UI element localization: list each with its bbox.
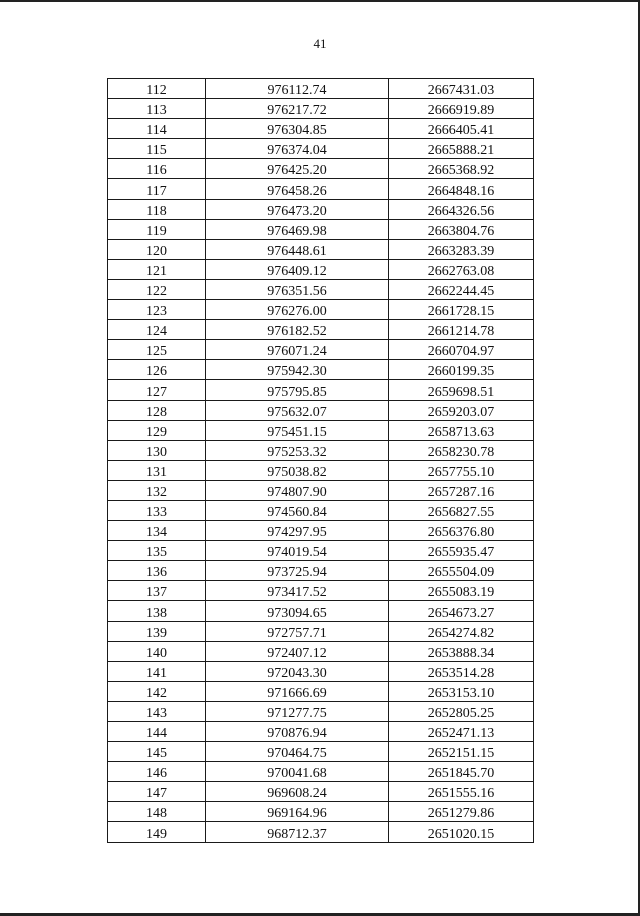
table-row — [108, 239, 534, 259]
y-coordinate-cell: 2659698.51 — [389, 380, 534, 400]
table-row — [108, 320, 534, 340]
y-coordinate-cell: 2665888.21 — [389, 139, 534, 159]
page-number: 41 — [313, 36, 327, 51]
table-row — [108, 79, 534, 99]
y-coordinate-cell: 2657755.10 — [389, 460, 534, 480]
y-coordinate-cell: 2652471.13 — [389, 722, 534, 742]
point-number-cell: 114 — [108, 119, 206, 139]
y-coordinate-cell: 2667431.03 — [389, 79, 534, 99]
y-coordinate-cell: 2662763.08 — [389, 259, 534, 279]
point-number-cell: 142 — [108, 681, 206, 701]
table-row — [108, 661, 534, 681]
table-row — [108, 119, 534, 139]
table-row — [108, 259, 534, 279]
y-coordinate-cell: 2651845.70 — [389, 762, 534, 782]
x-coordinate-cell: 974807.90 — [206, 480, 389, 500]
y-coordinate-cell: 2652151.15 — [389, 742, 534, 762]
point-number-cell: 137 — [108, 581, 206, 601]
x-coordinate-cell: 975795.85 — [206, 380, 389, 400]
x-coordinate-cell: 976409.12 — [206, 259, 389, 279]
y-coordinate-cell: 2656376.80 — [389, 521, 534, 541]
x-coordinate-cell: 976112.74 — [206, 79, 389, 99]
point-number-cell: 135 — [108, 541, 206, 561]
table-row — [108, 440, 534, 460]
table-row — [108, 782, 534, 802]
point-number-cell: 115 — [108, 139, 206, 159]
table-row — [108, 500, 534, 520]
y-coordinate-cell: 2655504.09 — [389, 561, 534, 581]
point-number-cell: 118 — [108, 199, 206, 219]
y-coordinate-cell: 2657287.16 — [389, 480, 534, 500]
point-number-cell: 130 — [108, 440, 206, 460]
table-row — [108, 179, 534, 199]
y-coordinate-cell: 2665368.92 — [389, 159, 534, 179]
x-coordinate-cell: 975038.82 — [206, 460, 389, 480]
x-coordinate-cell: 974019.54 — [206, 541, 389, 561]
x-coordinate-cell: 976374.04 — [206, 139, 389, 159]
point-number-cell: 132 — [108, 480, 206, 500]
x-coordinate-cell: 968712.37 — [206, 822, 389, 842]
table-row — [108, 480, 534, 500]
y-coordinate-cell: 2656827.55 — [389, 500, 534, 520]
table-row — [108, 99, 534, 119]
table-row — [108, 762, 534, 782]
table-row — [108, 400, 534, 420]
y-coordinate-cell: 2652805.25 — [389, 701, 534, 721]
point-number-cell: 120 — [108, 239, 206, 259]
x-coordinate-cell: 975632.07 — [206, 400, 389, 420]
y-coordinate-cell: 2666919.89 — [389, 99, 534, 119]
point-number-cell: 112 — [108, 79, 206, 99]
point-number-cell: 136 — [108, 561, 206, 581]
table-row — [108, 460, 534, 480]
y-coordinate-cell: 2666405.41 — [389, 119, 534, 139]
table-row — [108, 561, 534, 581]
x-coordinate-cell: 976217.72 — [206, 99, 389, 119]
x-coordinate-cell: 974560.84 — [206, 500, 389, 520]
point-number-cell: 125 — [108, 340, 206, 360]
x-coordinate-cell: 972407.12 — [206, 641, 389, 661]
x-coordinate-cell: 976276.00 — [206, 300, 389, 320]
table-row — [108, 601, 534, 621]
table-row — [108, 621, 534, 641]
scan-border-top — [0, 0, 640, 2]
x-coordinate-cell: 972757.71 — [206, 621, 389, 641]
table-row — [108, 802, 534, 822]
y-coordinate-cell: 2658713.63 — [389, 420, 534, 440]
point-number-cell: 123 — [108, 300, 206, 320]
x-coordinate-cell: 975451.15 — [206, 420, 389, 440]
point-number-cell: 124 — [108, 320, 206, 340]
x-coordinate-cell: 976448.61 — [206, 239, 389, 259]
table-row — [108, 360, 534, 380]
table-row — [108, 822, 534, 842]
y-coordinate-cell: 2655083.19 — [389, 581, 534, 601]
x-coordinate-cell: 976469.98 — [206, 219, 389, 239]
y-coordinate-cell: 2660199.35 — [389, 360, 534, 380]
y-coordinate-cell: 2651279.86 — [389, 802, 534, 822]
table-row — [108, 701, 534, 721]
table-row — [108, 340, 534, 360]
point-number-cell: 116 — [108, 159, 206, 179]
x-coordinate-cell: 974297.95 — [206, 521, 389, 541]
x-coordinate-cell: 976304.85 — [206, 119, 389, 139]
table-row — [108, 521, 534, 541]
x-coordinate-cell: 970876.94 — [206, 722, 389, 742]
y-coordinate-cell: 2653888.34 — [389, 641, 534, 661]
x-coordinate-cell: 972043.30 — [206, 661, 389, 681]
y-coordinate-cell: 2662244.45 — [389, 279, 534, 299]
y-coordinate-cell: 2660704.97 — [389, 340, 534, 360]
table-row — [108, 681, 534, 701]
table-row — [108, 159, 534, 179]
table-row — [108, 420, 534, 440]
x-coordinate-cell: 973417.52 — [206, 581, 389, 601]
table-row — [108, 722, 534, 742]
x-coordinate-cell: 973725.94 — [206, 561, 389, 581]
point-number-cell: 141 — [108, 661, 206, 681]
coordinate-table — [107, 78, 534, 843]
table-row — [108, 541, 534, 561]
y-coordinate-cell: 2653514.28 — [389, 661, 534, 681]
table-row — [108, 581, 534, 601]
point-number-cell: 139 — [108, 621, 206, 641]
y-coordinate-cell: 2663804.76 — [389, 219, 534, 239]
point-number-cell: 128 — [108, 400, 206, 420]
x-coordinate-cell: 969608.24 — [206, 782, 389, 802]
point-number-cell: 147 — [108, 782, 206, 802]
x-coordinate-cell: 971666.69 — [206, 681, 389, 701]
point-number-cell: 113 — [108, 99, 206, 119]
y-coordinate-cell: 2663283.39 — [389, 239, 534, 259]
x-coordinate-cell: 969164.96 — [206, 802, 389, 822]
x-coordinate-cell: 976351.56 — [206, 279, 389, 299]
point-number-cell: 122 — [108, 279, 206, 299]
y-coordinate-cell: 2654673.27 — [389, 601, 534, 621]
point-number-cell: 126 — [108, 360, 206, 380]
y-coordinate-cell: 2664326.56 — [389, 199, 534, 219]
point-number-cell: 148 — [108, 802, 206, 822]
table-row — [108, 641, 534, 661]
x-coordinate-cell: 976071.24 — [206, 340, 389, 360]
point-number-cell: 145 — [108, 742, 206, 762]
point-number-cell: 127 — [108, 380, 206, 400]
point-number-cell: 121 — [108, 259, 206, 279]
table-row — [108, 742, 534, 762]
point-number-cell: 138 — [108, 601, 206, 621]
point-number-cell: 133 — [108, 500, 206, 520]
y-coordinate-cell: 2658230.78 — [389, 440, 534, 460]
table-row — [108, 279, 534, 299]
y-coordinate-cell: 2661214.78 — [389, 320, 534, 340]
x-coordinate-cell: 976473.20 — [206, 199, 389, 219]
point-number-cell: 117 — [108, 179, 206, 199]
x-coordinate-cell: 971277.75 — [206, 701, 389, 721]
y-coordinate-cell: 2655935.47 — [389, 541, 534, 561]
point-number-cell: 143 — [108, 701, 206, 721]
point-number-cell: 129 — [108, 420, 206, 440]
table-row — [108, 380, 534, 400]
point-number-cell: 149 — [108, 822, 206, 842]
coordinate-table-body — [108, 79, 534, 843]
y-coordinate-cell: 2653153.10 — [389, 681, 534, 701]
x-coordinate-cell: 975253.32 — [206, 440, 389, 460]
point-number-cell: 146 — [108, 762, 206, 782]
x-coordinate-cell: 975942.30 — [206, 360, 389, 380]
y-coordinate-cell: 2664848.16 — [389, 179, 534, 199]
x-coordinate-cell: 973094.65 — [206, 601, 389, 621]
y-coordinate-cell: 2661728.15 — [389, 300, 534, 320]
x-coordinate-cell: 970041.68 — [206, 762, 389, 782]
table-row — [108, 139, 534, 159]
point-number-cell: 144 — [108, 722, 206, 742]
y-coordinate-cell: 2651555.16 — [389, 782, 534, 802]
table-row — [108, 219, 534, 239]
point-number-cell: 131 — [108, 460, 206, 480]
y-coordinate-cell: 2659203.07 — [389, 400, 534, 420]
table-row — [108, 300, 534, 320]
x-coordinate-cell: 970464.75 — [206, 742, 389, 762]
x-coordinate-cell: 976458.26 — [206, 179, 389, 199]
x-coordinate-cell: 976425.20 — [206, 159, 389, 179]
y-coordinate-cell: 2651020.15 — [389, 822, 534, 842]
x-coordinate-cell: 976182.52 — [206, 320, 389, 340]
point-number-cell: 134 — [108, 521, 206, 541]
y-coordinate-cell: 2654274.82 — [389, 621, 534, 641]
point-number-cell: 119 — [108, 219, 206, 239]
point-number-cell: 140 — [108, 641, 206, 661]
table-row — [108, 199, 534, 219]
